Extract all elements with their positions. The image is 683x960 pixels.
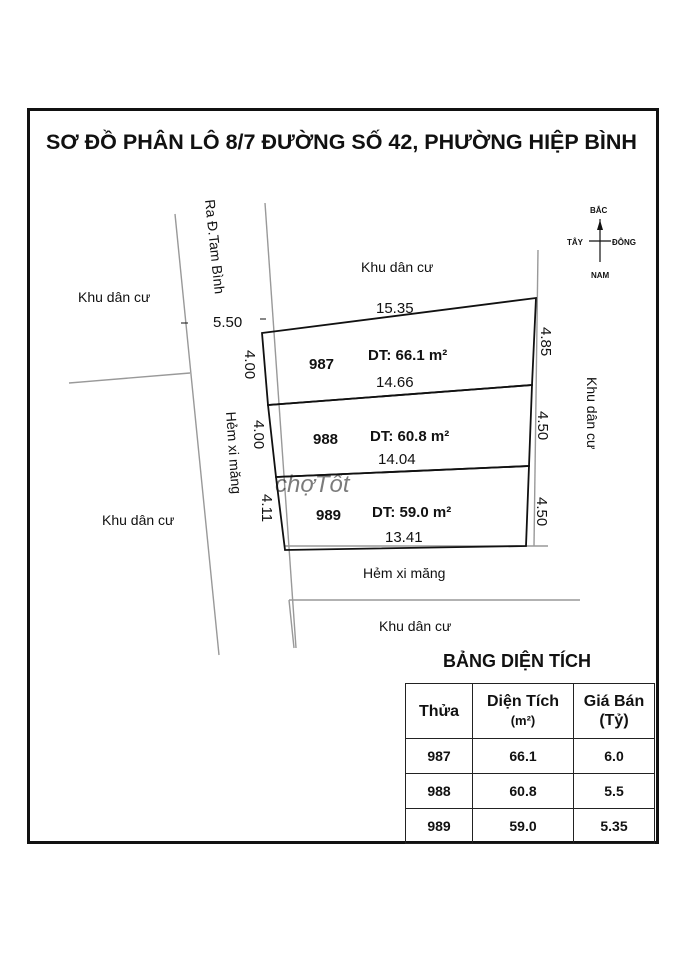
table-header-row xyxy=(406,684,655,739)
dim-mid-edge-2: 14.04 xyxy=(378,451,416,468)
residential-left-bottom-label: Khu dân cư xyxy=(102,512,175,528)
residential-top-label: Khu dân cư xyxy=(361,259,434,275)
cell-area: 60.8 xyxy=(473,774,574,809)
residential-left-top-label: Khu dân cư xyxy=(78,289,151,305)
dim-lot988-right: 4.50 xyxy=(534,411,551,441)
compass-south: NAM xyxy=(591,271,610,280)
dim-road-width: 5.50 xyxy=(213,314,243,331)
watermark: chợTốt xyxy=(275,471,350,498)
header-area-label: Diện Tích xyxy=(486,693,559,710)
left-boundary-line xyxy=(69,373,190,383)
dim-lot987-left: 4.00 xyxy=(241,350,258,380)
header-price-label: Giá Bán xyxy=(583,693,645,710)
cell-area: 59.0 xyxy=(473,809,574,844)
cell-lot: 989 xyxy=(406,809,473,844)
cell-lot: 987 xyxy=(406,739,473,774)
lot-989-area: DT: 59.0 m² xyxy=(372,504,452,521)
dim-lot989-right: 4.50 xyxy=(533,497,550,527)
area-table xyxy=(405,683,655,844)
header-price-unit: (Tỷ) xyxy=(599,712,629,729)
table-row xyxy=(406,774,655,809)
road-exit-label: Ra Đ.Tam Bình xyxy=(202,198,228,295)
lot-987-id: 987 xyxy=(309,356,335,373)
dim-bottom-edge: 13.41 xyxy=(385,529,423,546)
dim-lot987-right: 4.85 xyxy=(537,327,554,357)
cell-area: 66.1 xyxy=(473,739,574,774)
lot-989-id: 989 xyxy=(316,507,342,524)
dim-lot989-left: 4.11 xyxy=(258,494,275,523)
dim-top-edge: 15.35 xyxy=(376,300,414,317)
compass-west: TÂY xyxy=(567,238,583,247)
residential-right-label: Khu dân cư xyxy=(584,377,600,450)
header-lot-label: Thửa xyxy=(418,702,460,720)
compass-east: ĐÔNG xyxy=(612,238,636,247)
residential-bottom-label: Khu dân cư xyxy=(379,618,452,634)
lot-987-area: DT: 66.1 m² xyxy=(368,347,448,364)
compass-rose xyxy=(567,206,636,280)
cell-lot: 988 xyxy=(406,774,473,809)
dim-mid-edge-1: 14.66 xyxy=(376,374,414,391)
alley-vertical-label: Hẻm xi măng xyxy=(223,411,245,495)
cell-price: 5.35 xyxy=(574,809,655,844)
table-row xyxy=(406,809,655,844)
lot-988-area: DT: 60.8 m² xyxy=(370,428,450,445)
alley-bottom-label: Hẻm xi măng xyxy=(363,565,446,581)
table-row xyxy=(406,739,655,774)
compass-north: BẮC xyxy=(590,206,608,215)
lot-988-id: 988 xyxy=(313,431,339,448)
header-price xyxy=(574,684,655,739)
dim-lot988-left: 4.00 xyxy=(250,420,267,450)
header-area-unit: (m²) xyxy=(510,713,536,728)
header-lot xyxy=(406,684,473,739)
table-title: BẢNG DIỆN TÍCH xyxy=(443,651,591,671)
header-area xyxy=(473,684,574,739)
north-arrow-icon xyxy=(597,220,603,230)
page-title: SƠ ĐỒ PHÂN LÔ 8/7 ĐƯỜNG SỐ 42, PHƯỜNG HIỆP BÌNH xyxy=(46,130,637,154)
cell-price: 6.0 xyxy=(574,739,655,774)
cell-price: 5.5 xyxy=(574,774,655,809)
